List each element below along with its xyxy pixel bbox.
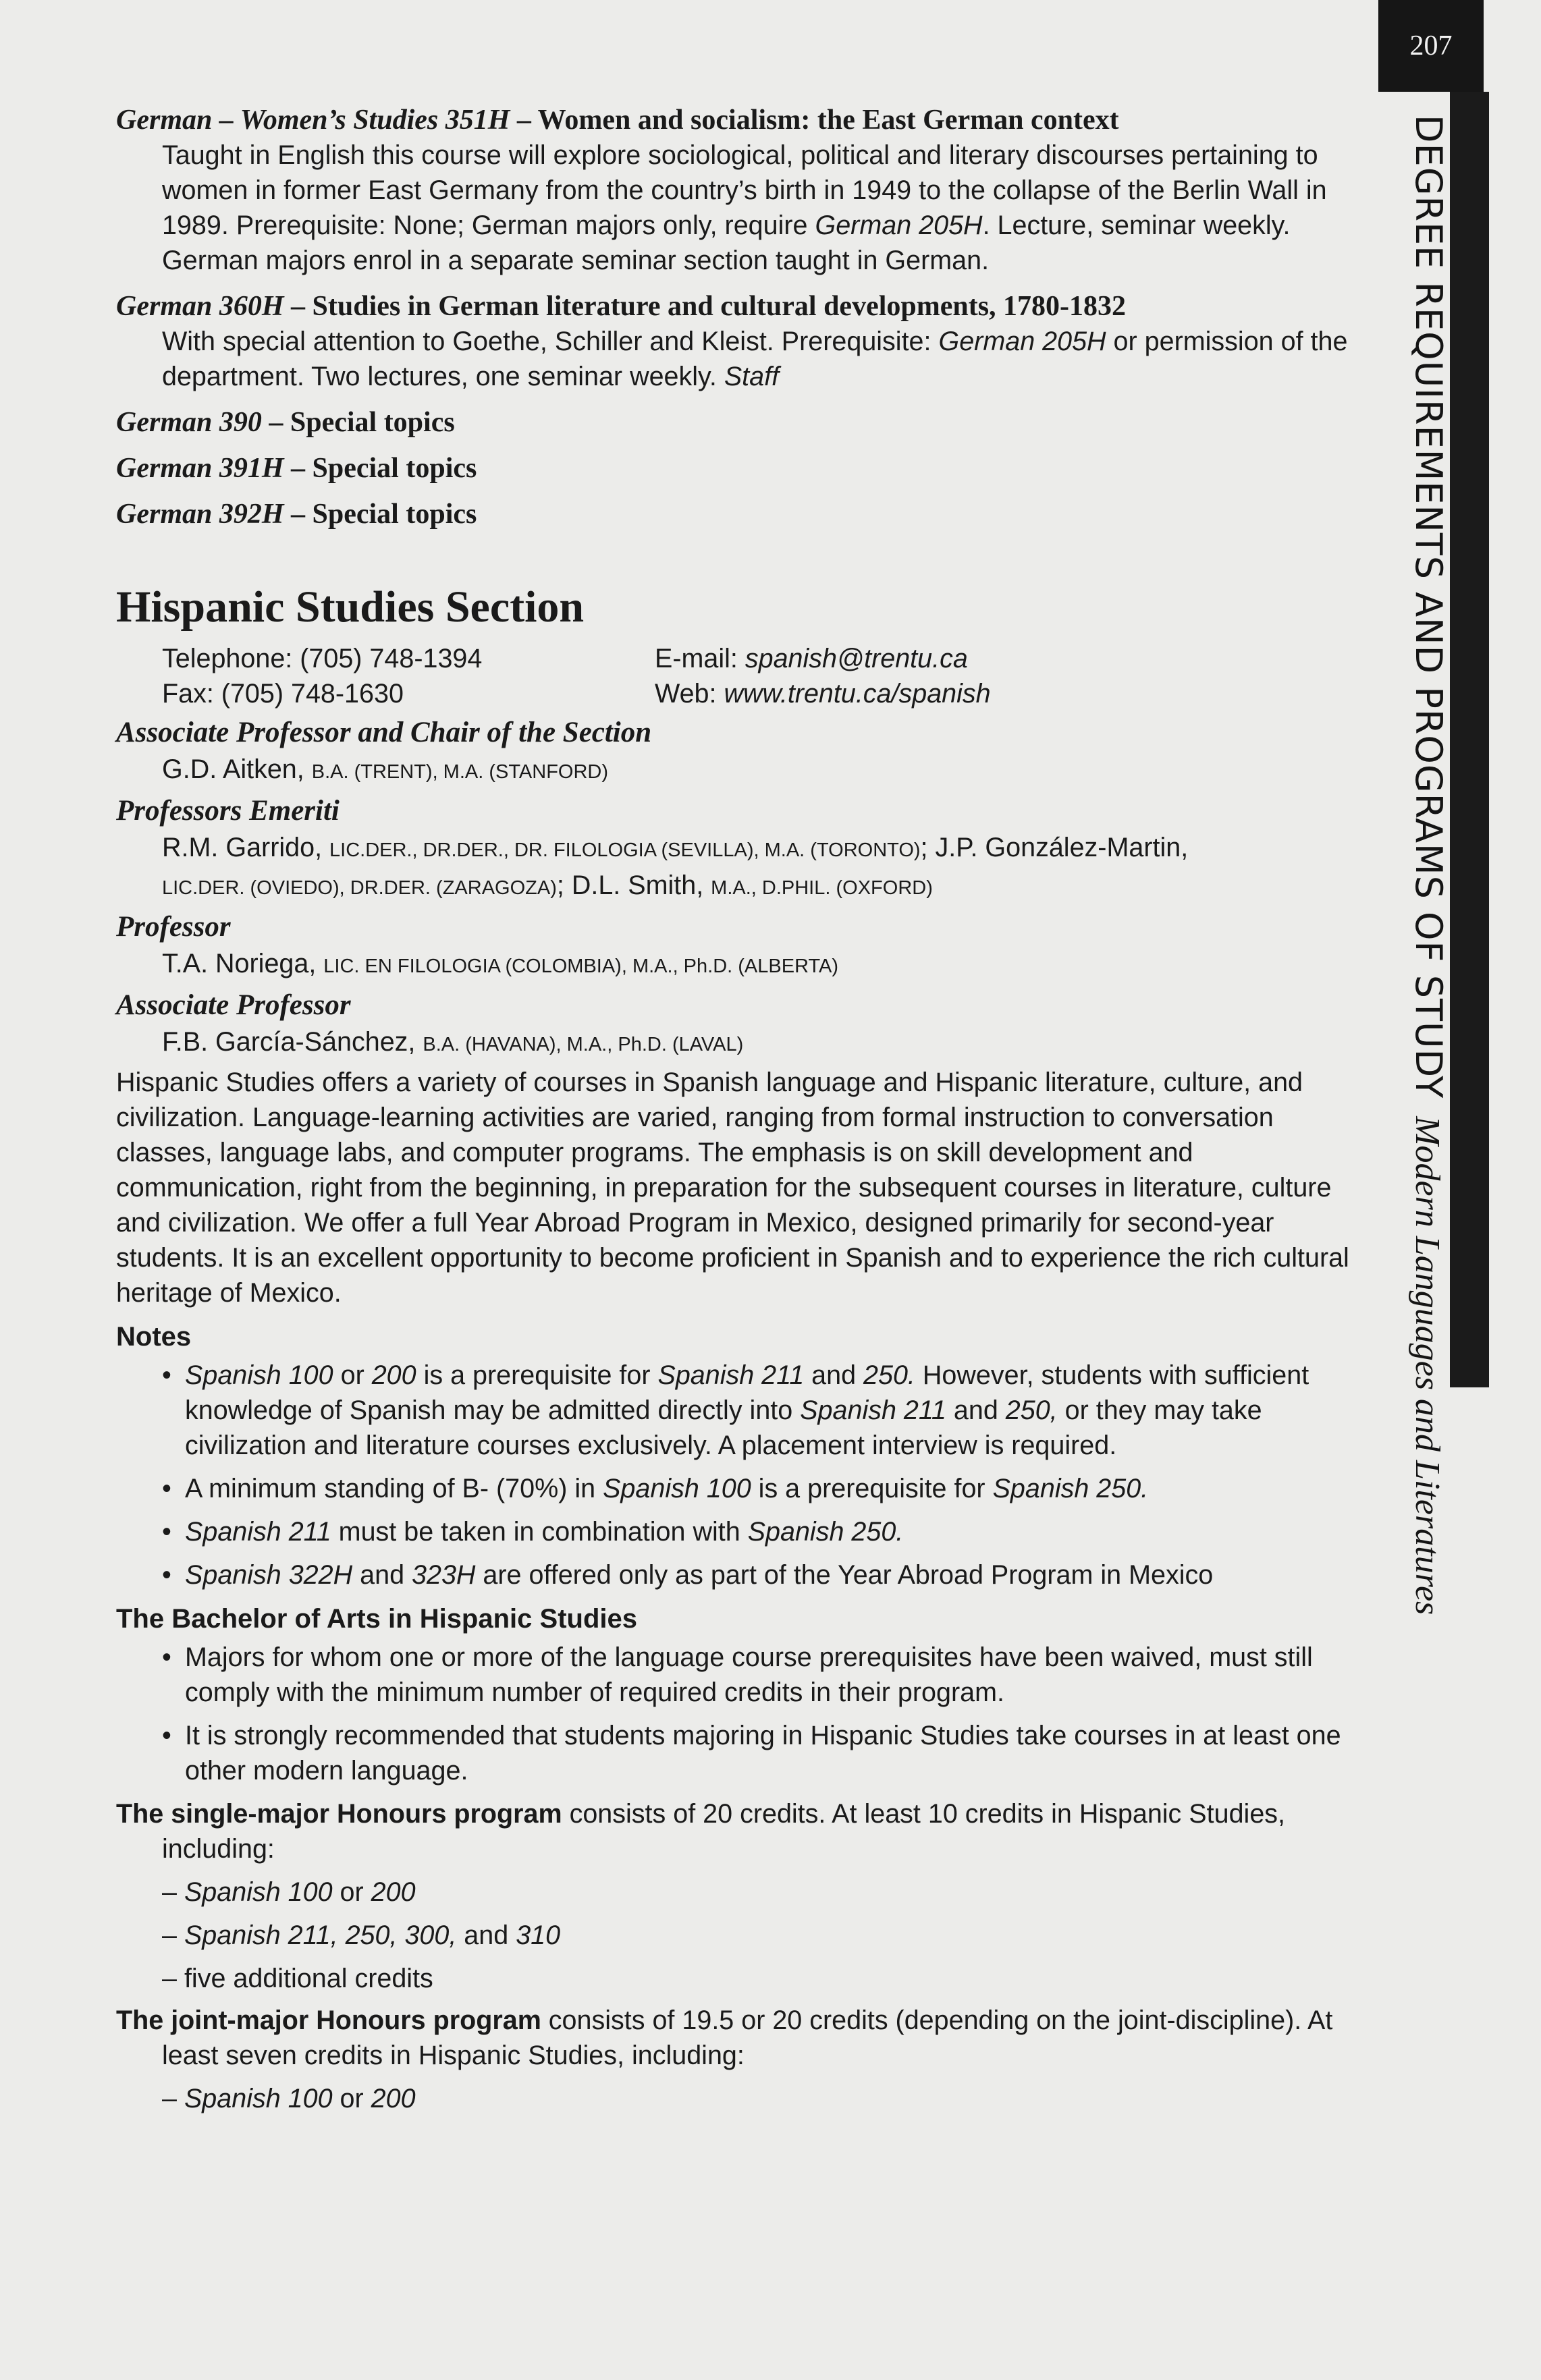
requirement-item xyxy=(116,2081,1358,2116)
text-run: ; J.P. González-Martin, xyxy=(920,833,1189,862)
text-run: is a prerequisite for xyxy=(416,1360,658,1390)
text-run: However, students with sufficient knowledge of Spanish may be admitted directly into xyxy=(185,1360,1309,1425)
faculty-member xyxy=(116,752,1358,790)
text-run: . Lecture, seminar weekly. German majors enrol in a separate seminar section taught in German. xyxy=(162,211,1291,275)
course-heading xyxy=(116,289,1358,324)
course-title: – Special topics xyxy=(283,453,477,484)
requirement-item xyxy=(116,1918,1358,1953)
text-run: R.M. Garrido, xyxy=(162,833,330,862)
text-run: F.B. García-Sánchez, xyxy=(162,1027,423,1057)
text-run: 250. xyxy=(863,1360,915,1390)
ba-list xyxy=(116,1640,1358,1788)
course-list xyxy=(116,103,1358,532)
text-run: Spanish 100 xyxy=(185,1360,333,1390)
faculty-member xyxy=(116,830,1358,868)
text-run: Spanish 250. xyxy=(747,1517,904,1547)
contact-row xyxy=(116,641,1358,676)
fax: Fax: (705) 748-1630 xyxy=(162,679,404,709)
web-link[interactable]: www.trentu.ca/spanish xyxy=(724,679,991,709)
course-title: – Special topics xyxy=(261,407,455,438)
text-run: are offered only as part of the Year Abroad Program in Mexico xyxy=(475,1560,1214,1590)
text-run: Taught in English this course will explore sociological, political and literary discourses pertaining to women in former East Germany from the country’s birth in 1949 to the collapse of the Berlin Wall in 1989. Prerequisite: None; German majors only, require xyxy=(162,140,1327,240)
text-run: German 205H xyxy=(938,327,1106,356)
intro-paragraph: Hispanic Studies offers a variety of courses in Spanish language and Hispanic literature, culture, and civilization. Language-learning activities are varied, ranging from formal instruction to conversation classes, language labs, and computer programs. The emphasis is on skill development and communication, right from the beginning, in preparation for the subsequent courses in literature, culture and civilization. We offer a full Year Abroad Program in Mexico, designed primarily for second-year students. It is an excellent opportunity to become proficient in Spanish and to experience the rich cultural heritage of Mexico. xyxy=(116,1068,1349,1308)
note-item xyxy=(116,1557,1358,1593)
email-link[interactable]: spanish@trentu.ca xyxy=(745,644,968,673)
course-code: German – Women’s Studies 351H xyxy=(116,105,510,136)
text-run: B.A. (HAVANA), M.A., Ph.D. (LAVAL) xyxy=(423,1034,744,1055)
faculty-member xyxy=(116,868,1358,906)
text-run: Spanish 322H xyxy=(185,1560,353,1590)
page-number: 207 xyxy=(1378,0,1484,92)
text-run: and xyxy=(456,1920,516,1950)
notes-list xyxy=(116,1358,1358,1593)
faculty-member xyxy=(116,1024,1358,1062)
program-name: The single-major Honours program xyxy=(116,1799,562,1829)
web-line xyxy=(655,676,991,711)
text-run: ; D.L. Smith, xyxy=(556,870,711,900)
text-run: A minimum standing of B- (70%) in xyxy=(185,1474,603,1503)
program-list xyxy=(116,1796,1358,2116)
course-code: German 392H xyxy=(116,499,284,530)
program-description xyxy=(116,2003,1358,2073)
note-item xyxy=(116,1514,1358,1549)
text-run: Spanish 211 xyxy=(185,1517,331,1547)
notes-heading: Notes xyxy=(116,1322,192,1352)
running-header xyxy=(1407,115,1450,1615)
text-run: – five additional credits xyxy=(162,1964,433,1993)
text-run: Spanish 211 xyxy=(800,1395,946,1425)
faculty-heading: Professors Emeriti xyxy=(116,795,340,827)
faculty-list xyxy=(116,714,1358,1062)
faculty-heading: Professor xyxy=(116,911,231,943)
text-run: and xyxy=(804,1360,864,1390)
program-name: The joint-major Honours program xyxy=(116,2005,541,2035)
text-run: Spanish 250. xyxy=(992,1474,1149,1503)
course-heading xyxy=(116,451,1358,486)
text-run: 250, xyxy=(1005,1395,1058,1425)
text-run: LIC. EN FILOLOGIA (COLOMBIA), M.A., Ph.D. (ALBERTA) xyxy=(323,956,839,977)
section-title: Hispanic Studies Section xyxy=(116,582,585,632)
page-content xyxy=(116,103,1358,2116)
ba-heading: The Bachelor of Arts in Hispanic Studies xyxy=(116,1604,637,1634)
text-run: G.D. Aitken, xyxy=(162,754,312,784)
course-title: – Women and socialism: the East German context xyxy=(510,105,1119,136)
course-code: German 390 xyxy=(116,407,262,438)
course-heading xyxy=(116,103,1358,138)
requirement-item xyxy=(116,1961,1358,1996)
program-text: consists of 19.5 or 20 credits (depending on the joint-discipline). At least seven credits in Hispanic Studies, including: xyxy=(162,2005,1333,2070)
text-run: Spanish 100 xyxy=(184,1877,333,1907)
program-text: consists of 20 credits. At least 10 credits in Hispanic Studies, including: xyxy=(162,1799,1286,1864)
text-run: or they may take civilization and literature courses exclusively. A placement interview is required. xyxy=(185,1395,1262,1460)
email-line xyxy=(655,641,968,676)
text-run: must be taken in combination with xyxy=(331,1517,748,1547)
text-run: With special attention to Goethe, Schiller and Kleist. Prerequisite: xyxy=(162,327,939,356)
telephone: Telephone: (705) 748-1394 xyxy=(162,644,483,673)
text-run: Spanish 211 xyxy=(657,1360,805,1390)
note-item xyxy=(116,1358,1358,1463)
course-title: – Special topics xyxy=(283,499,477,530)
side-tab-bar xyxy=(1450,92,1489,1387)
text-run: Staff xyxy=(724,362,780,391)
text-run: or xyxy=(332,2084,371,2113)
faculty-member xyxy=(116,946,1358,984)
note-item xyxy=(116,1471,1358,1506)
course-heading xyxy=(116,497,1358,532)
faculty-heading: Associate Professor and Chair of the Section xyxy=(116,717,652,748)
text-run: 200 xyxy=(371,1877,416,1907)
course-heading xyxy=(116,405,1358,440)
requirement-item xyxy=(116,1875,1358,1910)
course-title: – Studies in German literature and cultural developments, 1780-1832 xyxy=(283,291,1127,322)
running-header-title: DEGREE REQUIREMENTS AND PROGRAMS OF STUDY xyxy=(1407,115,1450,1099)
text-run: or permission of the department. Two lectures, one seminar weekly. xyxy=(162,327,1348,391)
text-run: T.A. Noriega, xyxy=(162,949,324,978)
ba-item: • It is strongly recommended that students majoring in Hispanic Studies take courses in at least one other modern language. xyxy=(116,1718,1358,1788)
text-run: and xyxy=(352,1560,412,1590)
ba-item: • Majors for whom one or more of the language course prerequisites have been waived, must still comply with the minimum number of required credits in their program. xyxy=(116,1640,1358,1710)
text-run: LIC.DER., DR.DER., DR. FILOLOGIA (SEVILLA), M.A. (TORONTO) xyxy=(329,839,921,861)
text-run: Spanish 211, 250, 300, xyxy=(184,1920,457,1950)
course-description xyxy=(116,324,1358,394)
text-run: Spanish 100 xyxy=(603,1474,751,1503)
text-run: is a prerequisite for xyxy=(751,1474,993,1503)
course-description xyxy=(116,138,1358,278)
text-run: B.A. (TRENT), M.A. (STANFORD) xyxy=(311,761,609,783)
text-run: German 205H xyxy=(815,211,983,240)
text-run: 323H xyxy=(412,1560,476,1590)
faculty-heading: Associate Professor xyxy=(116,989,351,1021)
text-run: – xyxy=(162,2084,184,2113)
text-run: 310 xyxy=(516,1920,561,1950)
text-run: and xyxy=(946,1395,1006,1425)
web-label: Web: xyxy=(655,679,724,709)
course-code: German 360H xyxy=(116,291,284,322)
text-run: Spanish 100 xyxy=(184,2084,333,2113)
running-header-subtitle: Modern Languages and Literatures xyxy=(1408,1116,1447,1615)
text-run: – xyxy=(162,1877,184,1907)
text-run: or xyxy=(333,1360,372,1390)
email-label: E-mail: xyxy=(655,644,745,673)
text-run: or xyxy=(332,1877,371,1907)
text-run: 200 xyxy=(371,1360,416,1390)
text-run: – xyxy=(162,1920,184,1950)
course-code: German 391H xyxy=(116,453,284,484)
contact-row xyxy=(116,676,1358,711)
text-run: M.A., D.PHIL. (OXFORD) xyxy=(711,877,933,899)
text-run: LIC.DER. (OVIEDO), DR.DER. (ZARAGOZA) xyxy=(162,877,557,899)
program-description xyxy=(116,1796,1358,1866)
text-run: 200 xyxy=(371,2084,416,2113)
